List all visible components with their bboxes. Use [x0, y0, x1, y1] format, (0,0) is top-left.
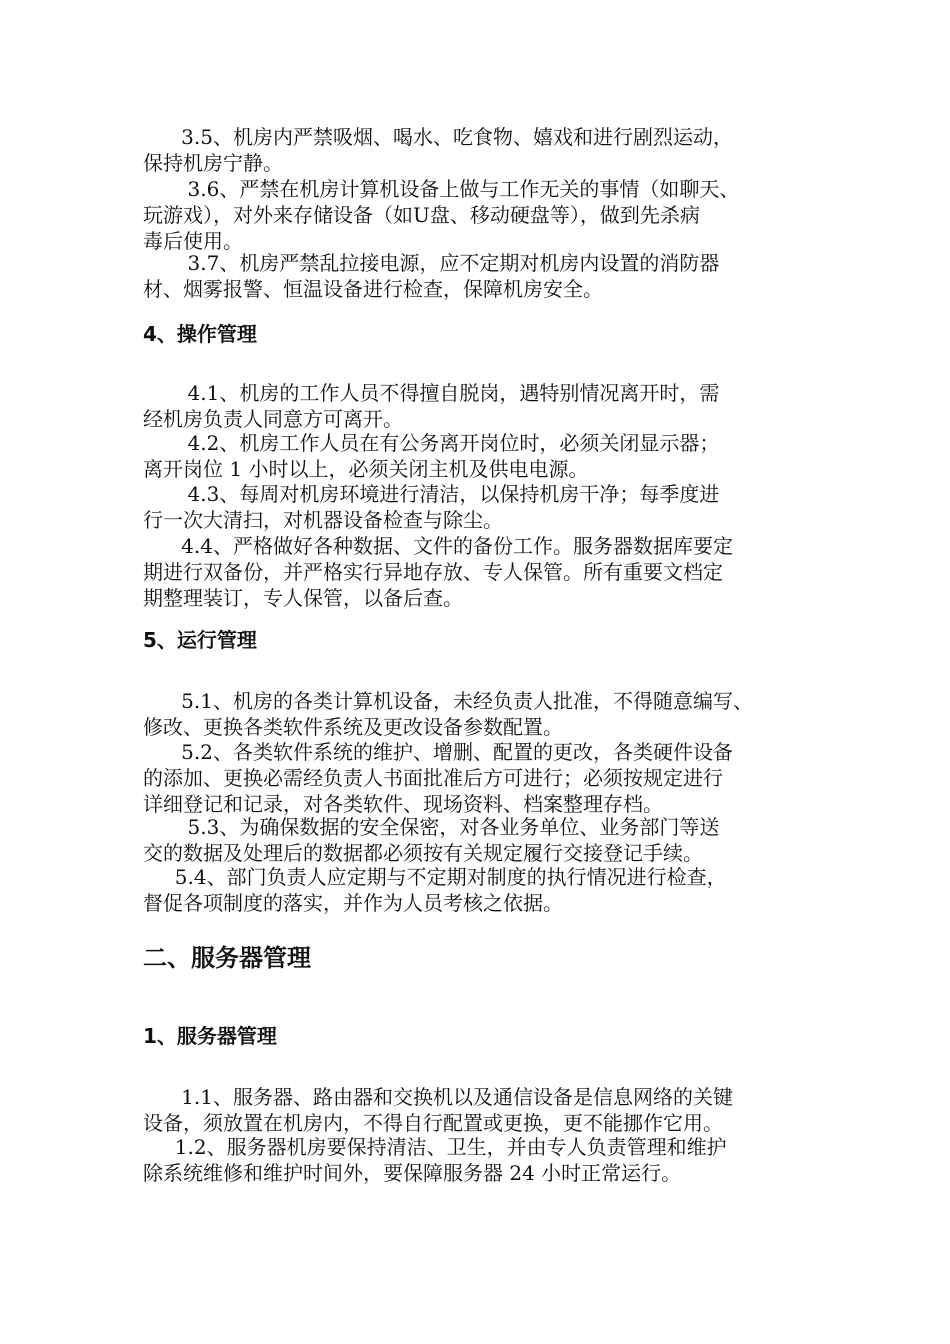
heading-server-management: 二、服务器管理 [143, 944, 311, 972]
paragraph-3-7: 3.7、机房严禁乱拉接电源，应不定期对机房内设置的消防器 材、烟雾报警、恒温设备进行检查，保障机房安全。 [143, 251, 720, 301]
paragraph-4-1: 4.1、机房的工作人员不得擅自脱岗，遇特别情况离开时，需 经机房负责人同意方可离开。 [143, 381, 720, 431]
paragraph-3-6: 3.6、严禁在机房计算机设备上做与工作无关的事情（如聊天、 玩游戏），对外来存储设备（如U盘、移动硬盘等），做到先杀病 毒后使用。 [143, 177, 740, 253]
paragraph-1-1: 1.1、服务器、路由器和交换机以及通信设备是信息网络的关键 设备，须放置在机房内，不得自行配置或更换，更不能挪作它用。 [143, 1085, 733, 1135]
paragraph-4-3: 4.3、每周对机房环境进行清洁，以保持机房干净；每季度进 行一次大清扫，对机器设备检查与除尘。 [143, 482, 720, 532]
heading-run-management: 5、运行管理 [143, 628, 257, 652]
paragraph-5-3: 5.3、为确保数据的安全保密，对各业务单位、业务部门等送 交的数据及处理后的数据都必须按有关规定履行交接登记手续。 [143, 815, 720, 865]
paragraph-5-1: 5.1、机房的各类计算机设备，未经负责人批准，不得随意编写、 修改、更换各类软件系统及更改设备参数配置。 [143, 689, 753, 739]
paragraph-4-2: 4.2、机房工作人员在有公务离开岗位时，必须关闭显示器； 离开岗位 1 小时以上，必须关闭主机及供电电源。 [143, 431, 720, 481]
heading-operation-management: 4、操作管理 [143, 322, 257, 346]
paragraph-3-5: 3.5、机房内严禁吸烟、喝水、吃食物、嬉戏和进行剧烈运动， 保持机房宁静。 [143, 125, 733, 175]
paragraph-4-4: 4.4、严格做好各种数据、文件的备份工作。服务器数据库要定 期进行双备份，并严格实行异地存放、专人保管。所有重要文档定 期整理装订，专人保管，以备后查。 [143, 534, 733, 610]
heading-server-management-sub: 1、服务器管理 [143, 1024, 277, 1048]
paragraph-5-2: 5.2、各类软件系统的维护、增删、配置的更改，各类硬件设备 的添加、更换必需经负责人书面批准后方可进行；必须按规定进行 详细登记和记录，对各类软件、现场资料、档案整理存档。 [143, 740, 733, 816]
paragraph-5-4: 5.4、部门负责人应定期与不定期对制度的执行情况进行检查， 督促各项制度的落实，并作为人员考核之依据。 [143, 865, 727, 915]
paragraph-1-2: 1.2、服务器机房要保持清洁、卫生，并由专人负责管理和维护 除系统维修和维护时间外，要保障服务器 24 小时正常运行。 [143, 1135, 727, 1185]
